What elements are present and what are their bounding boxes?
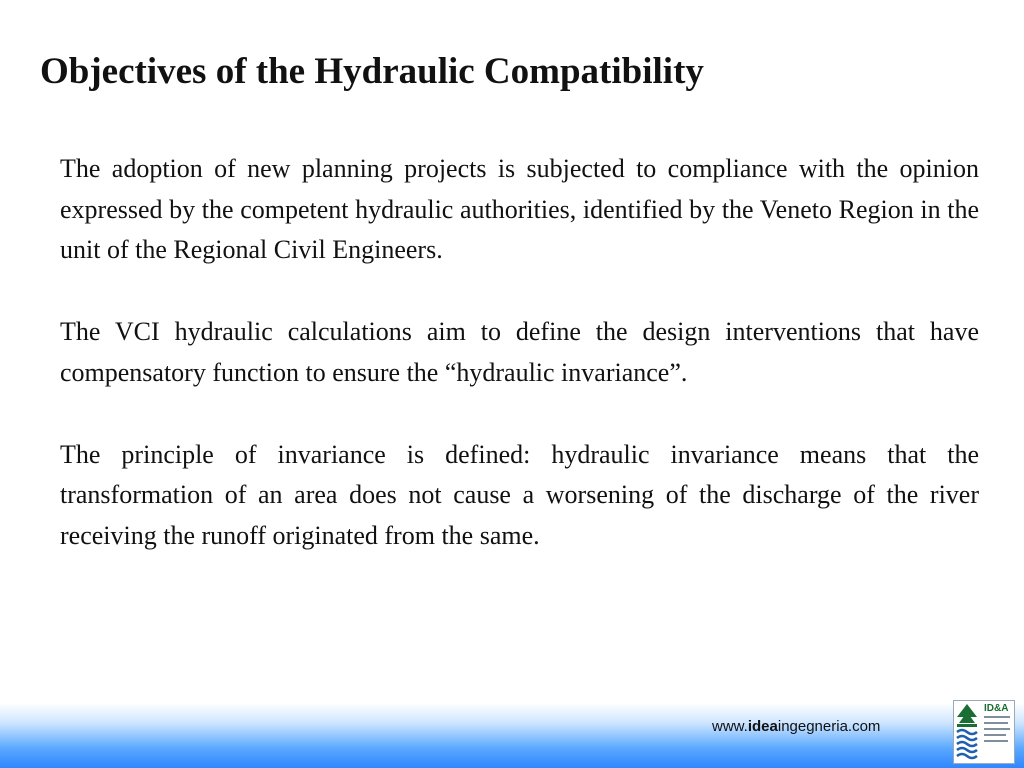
company-logo	[953, 700, 1015, 764]
website-prefix: www.	[712, 718, 748, 735]
logo-text: ID&A	[984, 703, 1009, 714]
slide-title: Objectives of the Hydraulic Compatibility	[40, 51, 704, 92]
website-link[interactable]	[712, 718, 880, 735]
website-suffix: ingegneria.com	[777, 718, 881, 735]
slide-content	[60, 149, 979, 598]
paragraph-vci-calculations: The VCI hydraulic calculations aim to define the design interventions that have compensatory function to ensure the “hydraulic invariance”.	[60, 317, 979, 387]
website-bold: idea	[747, 718, 778, 735]
paragraph-invariance-principle: The principle of invariance is defined: hydraulic invariance means that the transformation of an area does not cause a worsening of the discharge of the river receiving the runoff originated from the same.	[60, 439, 979, 550]
footer-band	[0, 703, 1024, 768]
paragraph-adoption: The adoption of new planning projects is subjected to compliance with the opinion expressed by the competent hydraulic authorities, identified by the Veneto Region in the unit of the Regional Civil Engineers.	[60, 154, 979, 265]
